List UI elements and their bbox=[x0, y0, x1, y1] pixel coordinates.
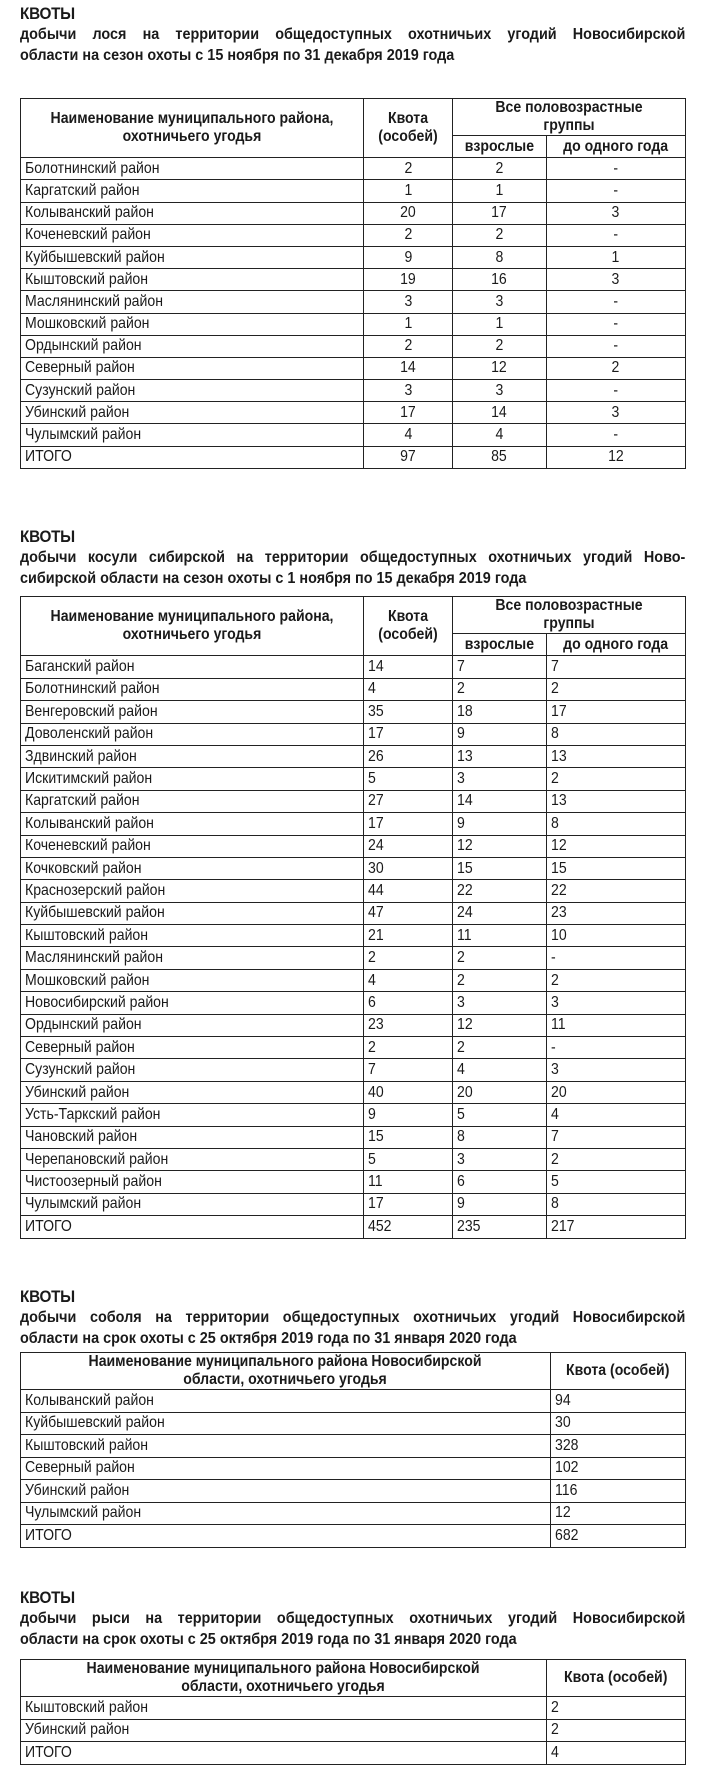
district-cell: ИТОГО bbox=[21, 1525, 551, 1548]
table-row bbox=[21, 446, 686, 468]
value-cell: 27 bbox=[364, 790, 453, 812]
value-cell: 26 bbox=[364, 745, 453, 767]
value-cell: 35 bbox=[364, 701, 453, 723]
header-quota: Квота (особей) bbox=[550, 1353, 685, 1390]
value-cell: 7 bbox=[453, 656, 547, 678]
value-cell: 12 bbox=[546, 835, 685, 857]
value-cell: - bbox=[546, 180, 685, 202]
table-row bbox=[21, 1525, 686, 1548]
value-cell: 3 bbox=[453, 291, 547, 313]
district-cell: Коченевский район bbox=[21, 224, 364, 246]
value-cell: 8 bbox=[546, 813, 685, 835]
table-row bbox=[21, 180, 686, 202]
value-cell: 23 bbox=[546, 902, 685, 924]
value-cell: 7 bbox=[546, 1126, 685, 1148]
district-cell: ИТОГО bbox=[21, 1742, 547, 1765]
district-cell: Болотнинский район bbox=[21, 678, 364, 700]
value-cell: 17 bbox=[364, 1193, 453, 1215]
value-cell: 3 bbox=[364, 380, 453, 402]
district-cell: Доволенский район bbox=[21, 723, 364, 745]
table-row bbox=[21, 424, 686, 446]
district-cell: Северный район bbox=[21, 1457, 551, 1480]
district-cell: Убинский район bbox=[21, 402, 364, 424]
table-row bbox=[21, 224, 686, 246]
roe-deer-subtitle-line-1: добычи косули сибирской на территории общедоступных охотничьих угодий Ново- bbox=[20, 549, 686, 566]
header-all-groups: Все половозрастные группы bbox=[453, 597, 686, 634]
value-cell: 3 bbox=[546, 202, 685, 224]
value-cell: 5 bbox=[453, 1104, 547, 1126]
table-row bbox=[21, 1697, 686, 1720]
header-adults: взрослые bbox=[453, 634, 547, 656]
value-cell: 11 bbox=[546, 1014, 685, 1036]
value-cell: 9 bbox=[364, 246, 453, 268]
district-cell: Чулымский район bbox=[21, 1502, 551, 1525]
district-cell: Здвинский район bbox=[21, 745, 364, 767]
value-cell: 14 bbox=[453, 402, 547, 424]
value-cell: 18 bbox=[453, 701, 547, 723]
district-cell: Чулымский район bbox=[21, 424, 364, 446]
district-cell: Каргатский район bbox=[21, 180, 364, 202]
value-cell: 3 bbox=[546, 1059, 685, 1081]
value-cell: 4 bbox=[364, 969, 453, 991]
header-district: Наименование муниципального района, охотничьего угодья bbox=[21, 597, 364, 656]
value-cell: 2 bbox=[364, 1037, 453, 1059]
value-cell: 328 bbox=[550, 1435, 685, 1458]
value-cell: 14 bbox=[453, 790, 547, 812]
moose-subtitle bbox=[20, 24, 685, 66]
value-cell: 6 bbox=[364, 992, 453, 1014]
value-cell: 2 bbox=[453, 947, 547, 969]
district-cell: Коченевский район bbox=[21, 835, 364, 857]
district-cell: Маслянинский район bbox=[21, 291, 364, 313]
table-row bbox=[21, 1457, 686, 1480]
value-cell: 3 bbox=[453, 992, 547, 1014]
value-cell: 15 bbox=[546, 857, 685, 879]
table-row bbox=[21, 1480, 686, 1503]
district-cell: Северный район bbox=[21, 357, 364, 379]
district-cell: Чистоозерный район bbox=[21, 1171, 364, 1193]
value-cell: 2 bbox=[364, 158, 453, 180]
table-row bbox=[21, 1216, 686, 1238]
value-cell: - bbox=[546, 158, 685, 180]
value-cell: 102 bbox=[550, 1457, 685, 1480]
district-cell: Куйбышевский район bbox=[21, 1412, 551, 1435]
district-cell: Кыштовский район bbox=[21, 269, 364, 291]
value-cell: 235 bbox=[453, 1216, 547, 1238]
value-cell: 1 bbox=[546, 246, 685, 268]
value-cell: 2 bbox=[453, 335, 547, 357]
value-cell: 11 bbox=[364, 1171, 453, 1193]
table-row bbox=[21, 925, 686, 947]
value-cell: 1 bbox=[364, 180, 453, 202]
value-cell: 9 bbox=[364, 1104, 453, 1126]
value-cell: - bbox=[546, 424, 685, 446]
value-cell: 7 bbox=[364, 1059, 453, 1081]
value-cell: - bbox=[546, 313, 685, 335]
district-cell: Искитимский район bbox=[21, 768, 364, 790]
value-cell: 6 bbox=[453, 1171, 547, 1193]
lynx-title: КВОТЫ bbox=[20, 1588, 75, 1607]
roe-deer-subtitle bbox=[20, 547, 685, 589]
header-all-groups: Все половозрастные группы bbox=[453, 99, 686, 136]
table-row bbox=[21, 880, 686, 902]
value-cell: 12 bbox=[546, 446, 685, 468]
lynx-subtitle bbox=[20, 1608, 685, 1650]
table-row bbox=[21, 992, 686, 1014]
table-row bbox=[21, 380, 686, 402]
value-cell: 17 bbox=[546, 701, 685, 723]
value-cell: - bbox=[546, 291, 685, 313]
value-cell: 8 bbox=[546, 723, 685, 745]
table-row bbox=[21, 402, 686, 424]
value-cell: 2 bbox=[453, 969, 547, 991]
value-cell: 5 bbox=[546, 1171, 685, 1193]
sable-subtitle-line-2: области на срок охоты с 25 октября 2019 года по 31 января 2020 года bbox=[20, 1330, 517, 1347]
table-row bbox=[21, 857, 686, 879]
value-cell: - bbox=[546, 1037, 685, 1059]
district-cell: Кыштовский район bbox=[21, 1697, 547, 1720]
value-cell: 13 bbox=[453, 745, 547, 767]
value-cell: 47 bbox=[364, 902, 453, 924]
value-cell: 2 bbox=[453, 678, 547, 700]
value-cell: 15 bbox=[364, 1126, 453, 1148]
value-cell: 21 bbox=[364, 925, 453, 947]
district-cell: Сузунский район bbox=[21, 1059, 364, 1081]
value-cell: 10 bbox=[546, 925, 685, 947]
header-under-one: до одного года bbox=[546, 634, 685, 656]
table-row bbox=[21, 813, 686, 835]
value-cell: 3 bbox=[453, 1148, 547, 1170]
table-row bbox=[21, 1171, 686, 1193]
table-row bbox=[21, 202, 686, 224]
table-row bbox=[21, 1390, 686, 1413]
value-cell: 7 bbox=[546, 656, 685, 678]
header-district: Наименование муниципального района Новосибирской области, охотничьего угодья bbox=[21, 1660, 547, 1697]
value-cell: 40 bbox=[364, 1081, 453, 1103]
district-cell: Убинский район bbox=[21, 1081, 364, 1103]
moose-title: КВОТЫ bbox=[20, 4, 75, 23]
value-cell: 12 bbox=[550, 1502, 685, 1525]
value-cell: 2 bbox=[364, 335, 453, 357]
district-cell: Усть-Таркский район bbox=[21, 1104, 364, 1126]
value-cell: 13 bbox=[546, 790, 685, 812]
district-cell: Ордынский район bbox=[21, 335, 364, 357]
value-cell: 3 bbox=[546, 269, 685, 291]
district-cell: Мошковский район bbox=[21, 969, 364, 991]
value-cell: - bbox=[546, 380, 685, 402]
value-cell: 30 bbox=[550, 1412, 685, 1435]
value-cell: 8 bbox=[453, 246, 547, 268]
value-cell: 12 bbox=[453, 835, 547, 857]
value-cell: 20 bbox=[364, 202, 453, 224]
value-cell: 2 bbox=[546, 357, 685, 379]
district-cell: Маслянинский район bbox=[21, 947, 364, 969]
table-row bbox=[21, 745, 686, 767]
value-cell: 44 bbox=[364, 880, 453, 902]
district-cell: Чулымский район bbox=[21, 1193, 364, 1215]
moose-quota-section bbox=[20, 4, 686, 66]
table-row bbox=[21, 790, 686, 812]
table-row bbox=[21, 1081, 686, 1103]
moose-subtitle-line-2: области на сезон охоты с 15 ноября по 31 декабря 2019 года bbox=[20, 47, 455, 64]
table-row bbox=[21, 1412, 686, 1435]
roe-deer-title: КВОТЫ bbox=[20, 527, 75, 546]
moose-subtitle-line-1: добычи лося на территории общедоступных охотничьих угодий Новосибирской bbox=[20, 26, 686, 43]
value-cell: 4 bbox=[546, 1104, 685, 1126]
value-cell: 116 bbox=[550, 1480, 685, 1503]
table-row bbox=[21, 269, 686, 291]
value-cell: 2 bbox=[453, 158, 547, 180]
value-cell: 5 bbox=[364, 1148, 453, 1170]
table-row bbox=[21, 723, 686, 745]
value-cell: 85 bbox=[453, 446, 547, 468]
value-cell: 14 bbox=[364, 357, 453, 379]
value-cell: 3 bbox=[453, 768, 547, 790]
value-cell: 2 bbox=[546, 768, 685, 790]
value-cell: 3 bbox=[546, 992, 685, 1014]
table-row bbox=[21, 1502, 686, 1525]
table-row bbox=[21, 1126, 686, 1148]
value-cell: 3 bbox=[546, 402, 685, 424]
value-cell: 19 bbox=[364, 269, 453, 291]
value-cell: 9 bbox=[453, 1193, 547, 1215]
roe-deer-quota-table bbox=[20, 596, 686, 1239]
value-cell: - bbox=[546, 224, 685, 246]
value-cell: 1 bbox=[453, 180, 547, 202]
district-cell: Мошковский район bbox=[21, 313, 364, 335]
value-cell: 2 bbox=[453, 1037, 547, 1059]
value-cell: 4 bbox=[453, 1059, 547, 1081]
value-cell: 4 bbox=[364, 424, 453, 446]
sable-subtitle-line-1: добычи соболя на территории общедоступных охотничьих угодий Новосибирской bbox=[20, 1309, 686, 1326]
district-cell: Куйбышевский район bbox=[21, 902, 364, 924]
district-cell: ИТОГО bbox=[21, 1216, 364, 1238]
value-cell: 13 bbox=[546, 745, 685, 767]
value-cell: 452 bbox=[364, 1216, 453, 1238]
sable-title: КВОТЫ bbox=[20, 1287, 75, 1306]
header-under-one: до одного года bbox=[546, 136, 685, 158]
value-cell: 3 bbox=[453, 380, 547, 402]
table-row bbox=[21, 246, 686, 268]
value-cell: 97 bbox=[364, 446, 453, 468]
table-row bbox=[21, 902, 686, 924]
sable-quota-table bbox=[20, 1352, 686, 1548]
table-row bbox=[21, 1148, 686, 1170]
district-cell: Кочковский район bbox=[21, 857, 364, 879]
value-cell: 2 bbox=[546, 1719, 685, 1742]
table-row bbox=[21, 357, 686, 379]
lynx-quota-table bbox=[20, 1659, 686, 1765]
table-row bbox=[21, 1014, 686, 1036]
table-row bbox=[21, 835, 686, 857]
value-cell: 1 bbox=[364, 313, 453, 335]
lynx-subtitle-line-2: области на срок охоты с 25 октября 2019 года по 31 января 2020 года bbox=[20, 1631, 517, 1648]
value-cell: 16 bbox=[453, 269, 547, 291]
value-cell: 9 bbox=[453, 723, 547, 745]
sable-quota-section bbox=[20, 1287, 686, 1349]
lynx-quota-section bbox=[20, 1588, 686, 1650]
table-row bbox=[21, 1037, 686, 1059]
district-cell: Куйбышевский район bbox=[21, 246, 364, 268]
value-cell: 17 bbox=[453, 202, 547, 224]
district-cell: Болотнинский район bbox=[21, 158, 364, 180]
sable-subtitle bbox=[20, 1307, 685, 1349]
table-row bbox=[21, 1059, 686, 1081]
header-quota: Квота (особей) bbox=[546, 1660, 685, 1697]
header-district: Наименование муниципального района, охотничьего угодья bbox=[21, 99, 364, 158]
table-row bbox=[21, 1742, 686, 1765]
value-cell: 2 bbox=[364, 224, 453, 246]
value-cell: 217 bbox=[546, 1216, 685, 1238]
district-cell: Убинский район bbox=[21, 1480, 551, 1503]
district-cell: Ордынский район bbox=[21, 1014, 364, 1036]
table-row bbox=[21, 1719, 686, 1742]
value-cell: 12 bbox=[453, 1014, 547, 1036]
district-cell: Баганский район bbox=[21, 656, 364, 678]
value-cell: 2 bbox=[453, 224, 547, 246]
value-cell: 2 bbox=[546, 678, 685, 700]
value-cell: 8 bbox=[453, 1126, 547, 1148]
roe-deer-quota-section bbox=[20, 527, 686, 589]
roe-deer-subtitle-line-2: сибирской области на сезон охоты с 1 ноября по 15 декабря 2019 года bbox=[20, 570, 527, 587]
table-row bbox=[21, 768, 686, 790]
table-row bbox=[21, 969, 686, 991]
value-cell: 2 bbox=[546, 1148, 685, 1170]
district-cell: Сузунский район bbox=[21, 380, 364, 402]
table-row bbox=[21, 313, 686, 335]
value-cell: 2 bbox=[546, 1697, 685, 1720]
value-cell: 15 bbox=[453, 857, 547, 879]
moose-quota-table bbox=[20, 98, 686, 469]
district-cell: Каргатский район bbox=[21, 790, 364, 812]
value-cell: - bbox=[546, 335, 685, 357]
value-cell: 2 bbox=[546, 969, 685, 991]
value-cell: 17 bbox=[364, 402, 453, 424]
value-cell: 20 bbox=[453, 1081, 547, 1103]
value-cell: 17 bbox=[364, 723, 453, 745]
value-cell: 5 bbox=[364, 768, 453, 790]
table-row bbox=[21, 701, 686, 723]
value-cell: 12 bbox=[453, 357, 547, 379]
value-cell: 20 bbox=[546, 1081, 685, 1103]
header-district: Наименование муниципального района Новосибирской области, охотничьего угодья bbox=[21, 1353, 551, 1390]
value-cell: 8 bbox=[546, 1193, 685, 1215]
district-cell: Венгеровский район bbox=[21, 701, 364, 723]
value-cell: 4 bbox=[546, 1742, 685, 1765]
value-cell: 9 bbox=[453, 813, 547, 835]
value-cell: 2 bbox=[364, 947, 453, 969]
district-cell: Северный район bbox=[21, 1037, 364, 1059]
lynx-subtitle-line-1: добычи рыси на территории общедоступных охотничьих угодий Новосибирской bbox=[20, 1610, 686, 1627]
table-row bbox=[21, 158, 686, 180]
value-cell: - bbox=[546, 947, 685, 969]
table-row bbox=[21, 1104, 686, 1126]
value-cell: 24 bbox=[453, 902, 547, 924]
table-row bbox=[21, 1193, 686, 1215]
value-cell: 14 bbox=[364, 656, 453, 678]
header-adults: взрослые bbox=[453, 136, 547, 158]
table-row bbox=[21, 656, 686, 678]
header-quota: Квота (особей) bbox=[364, 597, 453, 656]
value-cell: 1 bbox=[453, 313, 547, 335]
value-cell: 682 bbox=[550, 1525, 685, 1548]
value-cell: 23 bbox=[364, 1014, 453, 1036]
table-row bbox=[21, 335, 686, 357]
value-cell: 24 bbox=[364, 835, 453, 857]
table-row bbox=[21, 678, 686, 700]
value-cell: 4 bbox=[364, 678, 453, 700]
value-cell: 11 bbox=[453, 925, 547, 947]
district-cell: Черепановский район bbox=[21, 1148, 364, 1170]
table-row bbox=[21, 947, 686, 969]
district-cell: Чановский район bbox=[21, 1126, 364, 1148]
district-cell: Колыванский район bbox=[21, 1390, 551, 1413]
value-cell: 94 bbox=[550, 1390, 685, 1413]
district-cell: Колыванский район bbox=[21, 813, 364, 835]
district-cell: Колыванский район bbox=[21, 202, 364, 224]
district-cell: Краснозерский район bbox=[21, 880, 364, 902]
value-cell: 22 bbox=[453, 880, 547, 902]
district-cell: ИТОГО bbox=[21, 446, 364, 468]
value-cell: 30 bbox=[364, 857, 453, 879]
table-row bbox=[21, 291, 686, 313]
value-cell: 17 bbox=[364, 813, 453, 835]
district-cell: Кыштовский район bbox=[21, 925, 364, 947]
district-cell: Убинский район bbox=[21, 1719, 547, 1742]
table-row bbox=[21, 1435, 686, 1458]
district-cell: Новосибирский район bbox=[21, 992, 364, 1014]
value-cell: 3 bbox=[364, 291, 453, 313]
value-cell: 4 bbox=[453, 424, 547, 446]
district-cell: Кыштовский район bbox=[21, 1435, 551, 1458]
header-quota: Квота (особей) bbox=[364, 99, 453, 158]
value-cell: 22 bbox=[546, 880, 685, 902]
